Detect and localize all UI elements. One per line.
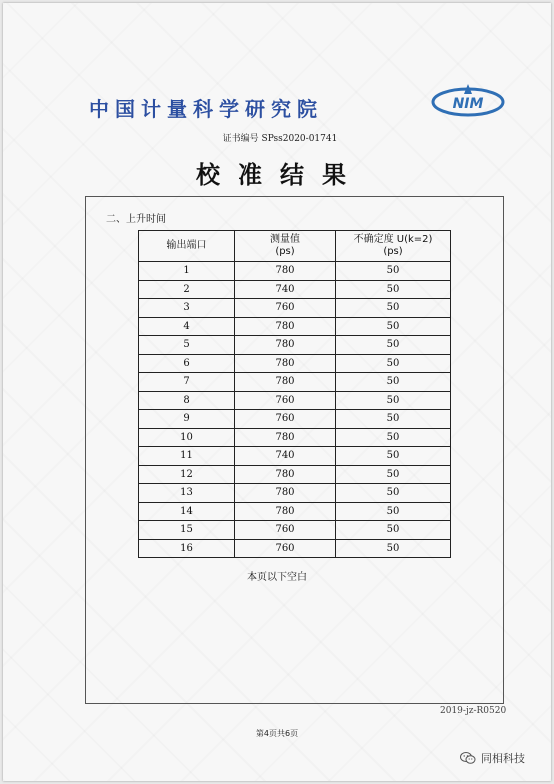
table-row xyxy=(139,428,451,447)
port-cell: 14 xyxy=(139,502,235,521)
table-row xyxy=(139,447,451,466)
header-uncertainty-label: 不确定度 U(k=2) xyxy=(353,234,433,245)
table-header-row xyxy=(139,231,451,262)
measured-cell: 780 xyxy=(235,262,336,281)
uncertainty-cell: 50 xyxy=(336,336,451,355)
table-row xyxy=(139,502,451,521)
table-row xyxy=(139,539,451,558)
table-row xyxy=(139,465,451,484)
table-row xyxy=(139,521,451,540)
measured-cell: 760 xyxy=(235,521,336,540)
header-measured xyxy=(235,231,336,262)
measured-cell: 780 xyxy=(235,373,336,392)
header-uncertainty xyxy=(336,231,451,262)
uncertainty-cell: 50 xyxy=(336,539,451,558)
port-cell: 6 xyxy=(139,354,235,373)
measured-cell: 740 xyxy=(235,447,336,466)
port-cell: 16 xyxy=(139,539,235,558)
header-port: 输出端口 xyxy=(139,231,235,262)
table-row xyxy=(139,280,451,299)
table-row xyxy=(139,484,451,503)
uncertainty-cell: 50 xyxy=(336,465,451,484)
wechat-account-name: 同相科技 xyxy=(481,752,525,765)
uncertainty-cell: 50 xyxy=(336,484,451,503)
header-measured-label: 测量值 xyxy=(270,234,300,245)
measured-cell: 760 xyxy=(235,391,336,410)
port-cell: 5 xyxy=(139,336,235,355)
port-cell: 13 xyxy=(139,484,235,503)
table-body xyxy=(139,262,451,558)
port-cell: 12 xyxy=(139,465,235,484)
table-row xyxy=(139,317,451,336)
blank-note: 本页以下空白 xyxy=(247,572,307,583)
uncertainty-cell: 50 xyxy=(336,262,451,281)
port-cell: 7 xyxy=(139,373,235,392)
measured-cell: 780 xyxy=(235,354,336,373)
measured-cell: 760 xyxy=(235,410,336,429)
port-cell: 2 xyxy=(139,280,235,299)
uncertainty-cell: 50 xyxy=(336,502,451,521)
uncertainty-cell: 50 xyxy=(336,391,451,410)
table-row xyxy=(139,373,451,392)
results-table xyxy=(138,230,451,558)
wechat-watermark xyxy=(460,750,525,766)
table-row xyxy=(139,391,451,410)
wechat-icon xyxy=(460,751,476,765)
page-number: 第4页共6页 xyxy=(255,729,299,738)
port-cell: 15 xyxy=(139,521,235,540)
uncertainty-cell: 50 xyxy=(336,373,451,392)
certificate-number: 证书编号 SPss2020-01741 xyxy=(222,134,338,144)
uncertainty-cell: 50 xyxy=(336,410,451,429)
uncertainty-cell: 50 xyxy=(336,280,451,299)
measured-cell: 780 xyxy=(235,502,336,521)
port-cell: 4 xyxy=(139,317,235,336)
table-row xyxy=(139,299,451,318)
table-row xyxy=(139,262,451,281)
uncertainty-cell: 50 xyxy=(336,317,451,336)
measured-cell: 780 xyxy=(235,484,336,503)
measured-cell: 780 xyxy=(235,465,336,484)
section-title: 二、上升时间 xyxy=(106,214,166,225)
measured-cell: 780 xyxy=(235,428,336,447)
port-cell: 8 xyxy=(139,391,235,410)
port-cell: 11 xyxy=(139,447,235,466)
header-measured-unit: (ps) xyxy=(275,246,295,257)
measured-cell: 780 xyxy=(235,317,336,336)
document-code: 2019-jz-R0520 xyxy=(440,706,507,716)
page-title: 校准结果 xyxy=(196,161,364,189)
measured-cell: 760 xyxy=(235,539,336,558)
uncertainty-cell: 50 xyxy=(336,521,451,540)
measured-cell: 740 xyxy=(235,280,336,299)
institute-name: 中国计量科学研究院 xyxy=(89,97,323,121)
port-cell: 9 xyxy=(139,410,235,429)
port-cell: 10 xyxy=(139,428,235,447)
header-uncertainty-unit: (ps) xyxy=(383,246,403,257)
table-row xyxy=(139,336,451,355)
nim-logo xyxy=(431,83,505,117)
table-row xyxy=(139,410,451,429)
logo-text: NIM xyxy=(452,96,484,112)
table-row xyxy=(139,354,451,373)
uncertainty-cell: 50 xyxy=(336,428,451,447)
uncertainty-cell: 50 xyxy=(336,447,451,466)
uncertainty-cell: 50 xyxy=(336,299,451,318)
port-cell: 3 xyxy=(139,299,235,318)
uncertainty-cell: 50 xyxy=(336,354,451,373)
measured-cell: 760 xyxy=(235,299,336,318)
port-cell: 1 xyxy=(139,262,235,281)
measured-cell: 780 xyxy=(235,336,336,355)
